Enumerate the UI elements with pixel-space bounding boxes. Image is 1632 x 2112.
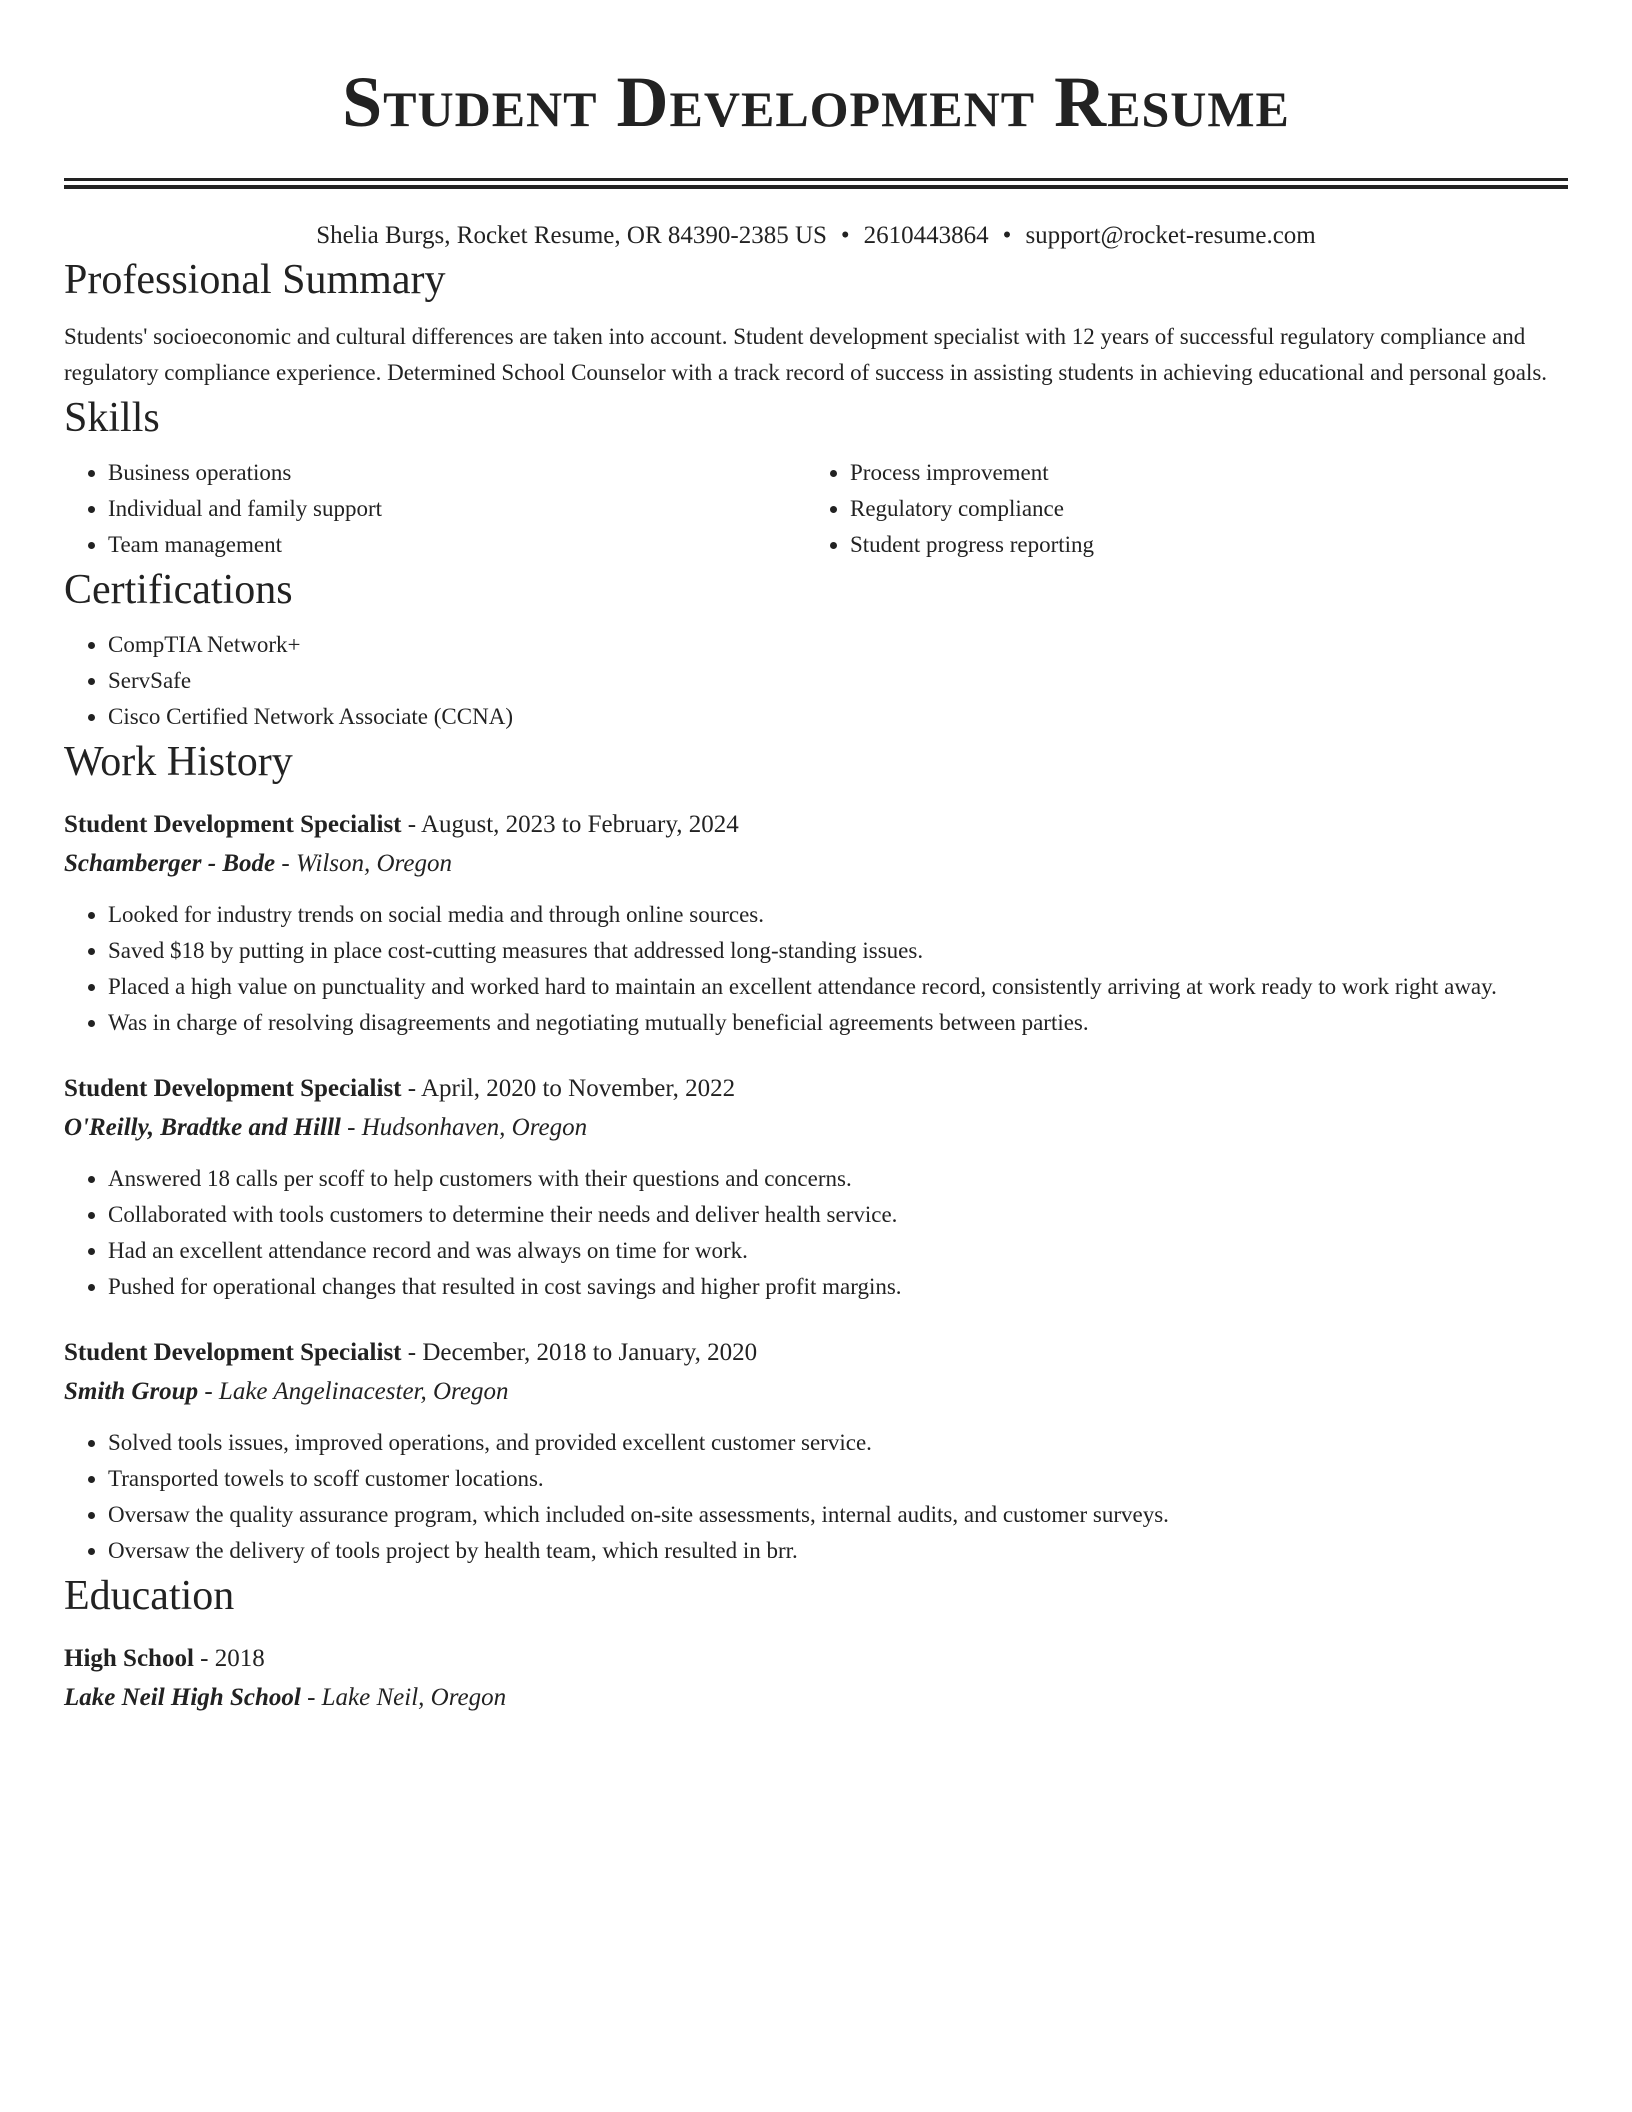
joiner: - bbox=[340, 1114, 362, 1141]
joiner: - bbox=[401, 811, 421, 838]
job-title: Student Development Specialist bbox=[64, 811, 402, 838]
job-entry bbox=[64, 1333, 1568, 1569]
job-bullets bbox=[64, 897, 1568, 1041]
skill-item: • Student progress reporting bbox=[850, 527, 1548, 563]
job-title-line bbox=[64, 1069, 1568, 1109]
job-title-line bbox=[64, 1333, 1568, 1373]
job-bullet: • Was in charge of resolving disagreements and negotiating mutually beneficial agreements between parties. bbox=[108, 1005, 1568, 1041]
education-heading: Education bbox=[64, 1573, 235, 1619]
education-degree: High School bbox=[64, 1645, 194, 1672]
education-school-line bbox=[64, 1679, 1568, 1717]
skill-item: • Business operations bbox=[108, 455, 806, 491]
job-bullet: • Transported towels to scoff customer locations. bbox=[108, 1461, 1568, 1497]
job-company: Schamberger - Bode bbox=[64, 850, 276, 877]
job-bullet: • Had an excellent attendance record and was always on time for work. bbox=[108, 1233, 1568, 1269]
joiner: - bbox=[300, 1684, 322, 1711]
job-entry bbox=[64, 805, 1568, 1041]
job-bullets bbox=[64, 1161, 1568, 1305]
education-location: Lake Neil, Oregon bbox=[321, 1684, 507, 1711]
job-bullet: • Answered 18 calls per scoff to help customers with their questions and concerns. bbox=[108, 1161, 1568, 1197]
contact-address: Shelia Burgs, Rocket Resume, OR 84390-2385 US bbox=[316, 222, 827, 249]
skills-right-list bbox=[806, 455, 1548, 563]
contact-separator: • bbox=[840, 222, 850, 249]
skills-heading: Skills bbox=[64, 395, 160, 441]
job-company: O'Reilly, Bradtke and Hilll bbox=[64, 1114, 341, 1141]
job-company-line bbox=[64, 845, 1568, 883]
skill-item: • Individual and family support bbox=[108, 491, 806, 527]
joiner: - bbox=[198, 1378, 219, 1405]
job-location: Lake Angelinacester, Oregon bbox=[218, 1378, 509, 1405]
job-bullet: • Oversaw the delivery of tools project by health team, which resulted in brr. bbox=[108, 1533, 1568, 1569]
job-title-line bbox=[64, 805, 1568, 845]
certification-item: • ServSafe bbox=[108, 663, 1568, 699]
job-title: Student Development Specialist bbox=[64, 1339, 402, 1366]
job-bullet: • Oversaw the quality assurance program, which included on-site assessments, internal audits, and customer surveys. bbox=[108, 1497, 1568, 1533]
contact-separator: • bbox=[1002, 222, 1012, 249]
page-title: Student Development Resume bbox=[342, 62, 1290, 142]
certifications-list bbox=[64, 627, 1568, 735]
joiner: - bbox=[401, 1339, 423, 1366]
job-company: Smith Group bbox=[64, 1378, 199, 1405]
job-location: Wilson, Oregon bbox=[295, 850, 452, 877]
job-dates: August, 2023 to February, 2024 bbox=[420, 811, 739, 838]
joiner: - bbox=[275, 850, 296, 877]
skill-item: • Process improvement bbox=[850, 455, 1548, 491]
job-title: Student Development Specialist bbox=[64, 1075, 402, 1102]
skills-left-list bbox=[64, 455, 806, 563]
contact-line bbox=[64, 219, 1568, 253]
job-bullet: • Placed a high value on punctuality and worked hard to maintain an excellent attendance record, consistently arriving at work ready to work right away. bbox=[108, 969, 1568, 1005]
job-company-line bbox=[64, 1109, 1568, 1147]
joiner: - bbox=[401, 1075, 421, 1102]
job-bullet: • Collaborated with tools customers to determine their needs and deliver health service. bbox=[108, 1197, 1568, 1233]
certification-item: • Cisco Certified Network Associate (CCNA) bbox=[108, 699, 1568, 735]
education-degree-line bbox=[64, 1639, 1568, 1679]
skill-item: • Team management bbox=[108, 527, 806, 563]
job-entry bbox=[64, 1069, 1568, 1305]
education-entry bbox=[64, 1639, 1568, 1717]
job-dates: April, 2020 to November, 2022 bbox=[420, 1075, 736, 1102]
education-school: Lake Neil High School bbox=[64, 1684, 301, 1711]
job-company-line bbox=[64, 1373, 1568, 1411]
work-history-heading: Work History bbox=[64, 739, 293, 785]
job-dates: December, 2018 to January, 2020 bbox=[422, 1339, 758, 1366]
title-double-rule bbox=[64, 178, 1568, 189]
skill-item: • Regulatory compliance bbox=[850, 491, 1548, 527]
education-year: 2018 bbox=[214, 1645, 265, 1672]
job-bullet: • Saved $18 by putting in place cost-cutting measures that addressed long-standing issues. bbox=[108, 933, 1568, 969]
skills-grid bbox=[64, 455, 1568, 563]
joiner: - bbox=[193, 1645, 215, 1672]
summary-text: Students' socioeconomic and cultural differences are taken into account. Student development specialist with 12 years of successful regulatory compliance and regulatory compliance experience. Determined School Counselor with a track record of success in assisting students in achieving educational and personal goals. bbox=[64, 324, 1548, 385]
certification-item: • CompTIA Network+ bbox=[108, 627, 1568, 663]
job-bullet: • Pushed for operational changes that resulted in cost savings and higher profit margins. bbox=[108, 1269, 1568, 1305]
job-bullet: • Looked for industry trends on social media and through online sources. bbox=[108, 897, 1568, 933]
contact-phone: 2610443864 bbox=[863, 222, 989, 249]
job-bullet: • Solved tools issues, improved operations, and provided excellent customer service. bbox=[108, 1425, 1568, 1461]
job-location: Hudsonhaven, Oregon bbox=[361, 1114, 588, 1141]
summary-heading: Professional Summary bbox=[64, 257, 446, 303]
job-bullets bbox=[64, 1425, 1568, 1569]
certifications-heading: Certifications bbox=[64, 567, 293, 613]
contact-email: support@rocket-resume.com bbox=[1025, 222, 1316, 249]
